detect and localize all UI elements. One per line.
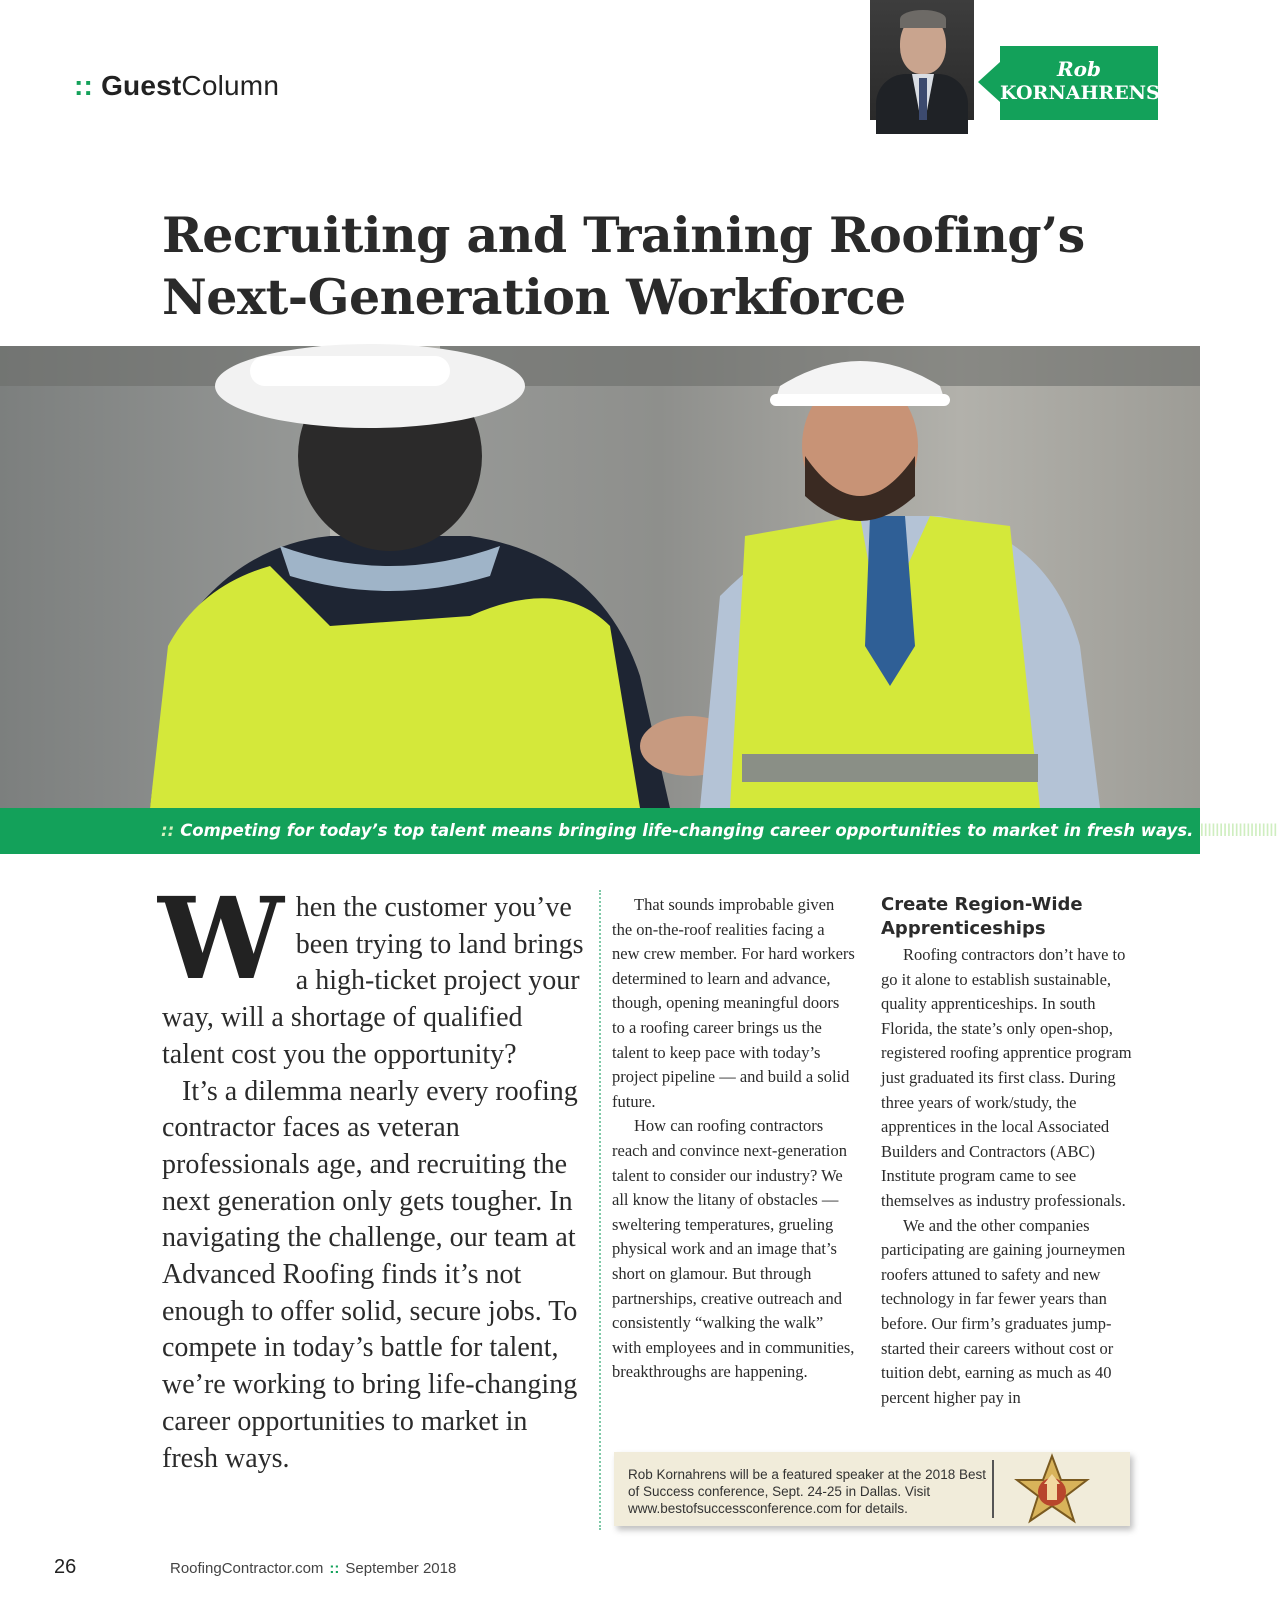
speaker-note-text: Rob Kornahrens will be a featured speaker at the 2018 Best of Success conference, Sept. 24-25 in Dallas. Visit www.bestofsuccessconference.com for details. bbox=[628, 1467, 986, 1516]
author-tag bbox=[1000, 46, 1158, 120]
author-first-name: Rob bbox=[1057, 57, 1101, 81]
lead-paragraph-1: hen the customer you’ve been trying to land brings a high-ticket project your way, will a shortage of qualified talent cost you the opportunity? bbox=[162, 892, 584, 1070]
subhead-apprenticeships: Create Region-Wide Apprenticeships bbox=[881, 894, 1083, 939]
note-divider bbox=[992, 1460, 994, 1518]
page-number: 26 bbox=[54, 1556, 77, 1578]
footer-publication bbox=[170, 1560, 456, 1577]
section-label-rest: Column bbox=[181, 70, 280, 101]
body-column-2 bbox=[612, 893, 856, 1385]
headline-line-2: Next-Generation Workforce bbox=[162, 268, 906, 326]
column2-paragraph-2: How can roofing contractors reach and convince next-generation talent to consider our industry? We all know the litany of obstacles — sweltering temperatures, grueling physical work and an image that’s short on glamour. But through partnerships, creative outreach and consistently “walking the walk” with employees and in communities, breakthroughs are happening. bbox=[612, 1116, 855, 1382]
speaker-note-box bbox=[614, 1452, 1130, 1526]
photo-caption bbox=[0, 808, 1277, 854]
caption-ticks: IIIIIIIIIIIIIIIIIIII bbox=[1199, 821, 1277, 840]
footer-date: September 2018 bbox=[345, 1560, 457, 1577]
column-divider bbox=[599, 890, 601, 1530]
author-last-name: KORNAHRENS bbox=[1000, 82, 1160, 104]
footer-dots: :: bbox=[329, 1560, 340, 1577]
column2-paragraph-1: That sounds improbable given the on-the-roof realities facing a new crew member. For hard workers determined to learn and advance, though, opening meaningful doors to a roofing career brings us the talent to keep pace with today’s project pipeline — and build a solid future. bbox=[612, 895, 855, 1111]
headline-line-1: Recruiting and Training Roofing’s bbox=[162, 206, 1085, 264]
footer-site: RoofingContractor.com bbox=[170, 1560, 324, 1577]
lead-paragraph-2: It’s a dilemma nearly every roofing contractor faces as veteran professionals age, and recruiting the next generation only gets tougher. In navigating the challenge, our team at Advanced Roofing finds it’s not enough to offer solid, secure jobs. To compete in today’s battle for talent, we’re working to bring life-changing career opportunities to market in fresh ways. bbox=[162, 1075, 578, 1474]
section-dots: :: bbox=[74, 70, 94, 101]
star-badge-icon bbox=[1014, 1454, 1090, 1524]
caption-dots: :: bbox=[161, 821, 175, 840]
section-label-bold: Guest bbox=[101, 70, 182, 101]
caption-text: Competing for today’s top talent means bringing life-changing career opportunities to market in fresh ways. bbox=[180, 821, 1194, 840]
hero-photo bbox=[0, 346, 1200, 808]
author-photo bbox=[870, 0, 974, 120]
section-label bbox=[74, 70, 279, 102]
article-headline bbox=[162, 204, 1122, 328]
column3-paragraph-2: We and the other companies participating are gaining journeymen roofers attuned to safety and new technology in far fewer years than before. Our firm’s graduates jump-started their careers without cost or tuition debt, earning as much as 40 percent higher pay in bbox=[881, 1215, 1126, 1407]
lead-column bbox=[158, 874, 590, 1477]
body-column-3 bbox=[881, 893, 1133, 1410]
drop-cap: W bbox=[158, 874, 284, 1005]
column3-paragraph-1: Roofing contractors don’t have to go it alone to establish sustainable, quality apprenticeships. In south Florida, the state’s only open-shop, registered roofing apprentice program just graduated its first class. During three years of work/study, the apprentices in the local Associated Builders and Contractors (ABC) Institute program came to see themselves as industry professionals. bbox=[881, 945, 1132, 1210]
